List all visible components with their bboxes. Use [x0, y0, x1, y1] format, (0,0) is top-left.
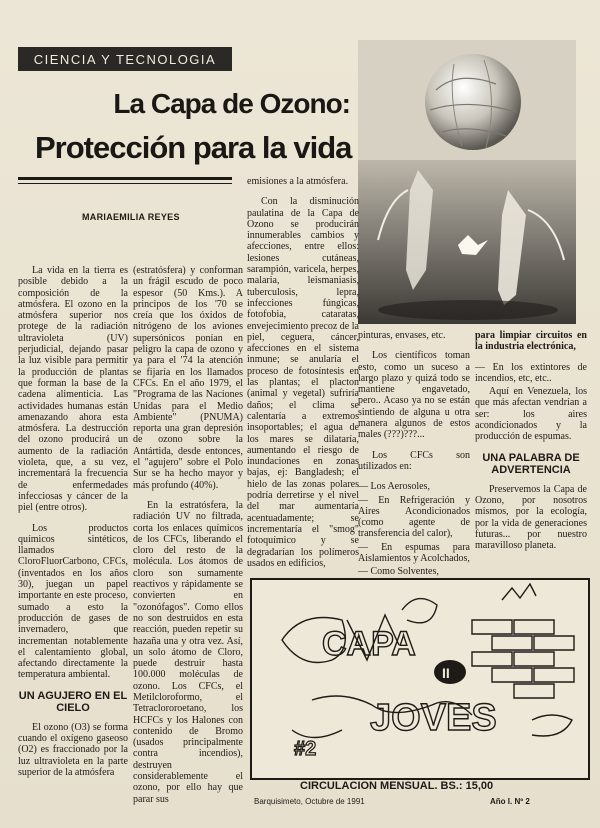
list-item: — En espumas para Aislamientos y Acolchados,	[358, 541, 470, 565]
comic-masthead	[250, 578, 590, 780]
paragraph: El ozono (O3) se forma cuando el oxígeno gaseoso (O2) es fraccionado por la luz ultravioleta en la parte superior de la atmósfera	[18, 721, 128, 778]
paragraph: Los productos químicos sintéticos, llamados CloroFluorCarbono, CFCs, (inventados en los años 30), juegan un papel importante en este proceso, sumado a esto la producción de gases de invernadero, que incrementan notablemente el calentamiento global, afectando directamente la temperatura ambiental.	[18, 522, 128, 681]
globe-illustration	[358, 40, 576, 324]
column-1	[18, 265, 128, 787]
issue-number: Año I. Nº 2	[490, 797, 530, 806]
column-5	[475, 330, 587, 560]
comic-title-word-2: JOVES	[370, 697, 497, 739]
list-item: — Los Aerosoles,	[358, 481, 430, 493]
paragraph: En la estratósfera, la radiación UV no filtrada, corta los enlaces químicos de los CFCs, liberando el cloro del resto de la molécula. Los átomos de cloro son sumamente reactivos y rápidamente se convierten en "ozonófagos". Como ellos no son destruidos en esta reacción, pueden repetir su hazaña una y otra vez. Así, un solo átomo de Cloro, puede destruir hasta 100.000 moléculas de ozono. Los CFCs, el Metilcloroformo, el Tetraclororoetano, los HCFCs y los Halones con contenido de Bromo (usados principalmente contra incendios), destruyen considerablemente el ozono, por ello hay que parar sus	[133, 499, 243, 805]
headline-line-1: La Capa de Ozono:	[113, 88, 350, 119]
list-item: — En los extintores de incendios, etc, etc..	[475, 361, 587, 384]
paragraph: emisiones a la atmósfera.	[247, 176, 349, 187]
globe-art-icon	[358, 40, 576, 324]
section-banner: CIENCIA Y TECNOLOGIA	[18, 47, 232, 71]
paragraph: Con la disminución paulatina de la Capa de Ozono se producirán innumerables cambios y afecciones, entre ellos: lesiones cutáneas, sarampión, varicela, herpes, malaria, leismaniasis, tuberculosis, lepra, infecciones fúngicas, fotofobia, cataratas, envejecimiento precoz de la piel, ceguera, cáncer, afecciones en el sistema inmune; se anularía el proceso de fotosíntesis en las plantas; el placton (animal y vegetal) sufriría daños; el clima se calentaría a extremos insoportables; el agua de los mares se dilataría, aumentando el riesgo de inundaciones en zonas bajas, ej: Bangladesh; el hielo de las zonas polares podría derretirse y el nivel del mar aumentaría acentuadamente; se incrementaría el "smog" fotoquímico y se degradarían los polímeros usados en edificios,	[247, 196, 359, 569]
headline-rule-thick	[18, 177, 232, 180]
comic-number: #2	[294, 738, 317, 760]
column-3	[247, 176, 359, 578]
graffiti-logo-icon	[252, 580, 588, 778]
byline: MARIAEMILIA REYES	[82, 212, 180, 222]
paragraph: (estratósfera) y conforman un frágil escudo de poco espesor (50 Kms.). A principos de los '70 se creía que los óxidos de nitrógeno de los aviones supersónicos ponían en peligro la capa de ozono y ya para el '74 la atención se fijaría en los llamados CFCs. En el año 1979, el "Programa de las Naciones Unidas para el Medio Ambiente" (PNUMA) reporta una gran depresión de ozono sobre la Antártida, desde entonces, el "agujero" sobre el Polo Sur se ha hecho mayor y más profundo (40%).	[133, 265, 243, 491]
column-4	[358, 330, 470, 580]
paragraph: Preservemos la Capa de Ozono, por nosotros mismos, por la ecología, por la vida de generaciones futuras... por nuestro maravilloso planeta.	[475, 483, 587, 552]
paragraph: Aquí en Venezuela, los que más afectan vendrían a ser: los aires acondicionados y la producción de espumas.	[475, 386, 587, 443]
column-2	[133, 265, 243, 814]
headline-rule-thin	[18, 183, 232, 184]
paragraph: Los CFCs son utilizados en:	[358, 449, 470, 472]
list-item: — Como Solventes,	[358, 566, 439, 578]
comic-title-word-1: CAPA	[322, 625, 416, 663]
circulation-price: CIRCULACION MENSUAL. BS.: 15,00	[300, 780, 494, 792]
headline-line-2: Protección para la vida	[35, 130, 352, 165]
subheading-agujero: UN AGUJERO EN EL CIELO	[18, 689, 128, 714]
place-date: Barquisimeto, Octubre de 1991	[254, 797, 365, 806]
comic-badge: II	[442, 665, 450, 681]
masthead-footer	[250, 780, 590, 812]
subheading-advertencia: UNA PALABRA DE ADVERTENCIA	[482, 451, 580, 476]
paragraph: pinturas, envases, etc.	[358, 330, 446, 341]
paragraph: Los científicos toman esto, como un suceso a largo plazo y quizá todo se mantiene engavetado, pero.. Acaso ya no se están sintiendo de alguna u otra manera algunos de estos males (???)???...	[358, 350, 470, 441]
list-item: — En Refrigeración y Aires Acondicionados (como agente de transferencia del calor),	[358, 494, 470, 540]
paragraph: para limpiar circuitos en la industria electrónica,	[475, 330, 587, 353]
paragraph: La vida en la tierra es posible debido a la composición de la atmósfera. El ozono en la atmósfera superior nos protege de la radiación ultravioleta (UV) perjudicial, dejando pasar la luz visible para permitir la producción de plantas que forman la base de la cadena alimenticia. Las actividades humanas están amenazando ahora esta atmósfera. La destrucción del ozono producirá un aumento de la radiación violeta, que, a su vez, incrementará la frecuencia de enfermedades infecciosas y cáncer de la piel (entre otros).	[18, 265, 128, 514]
